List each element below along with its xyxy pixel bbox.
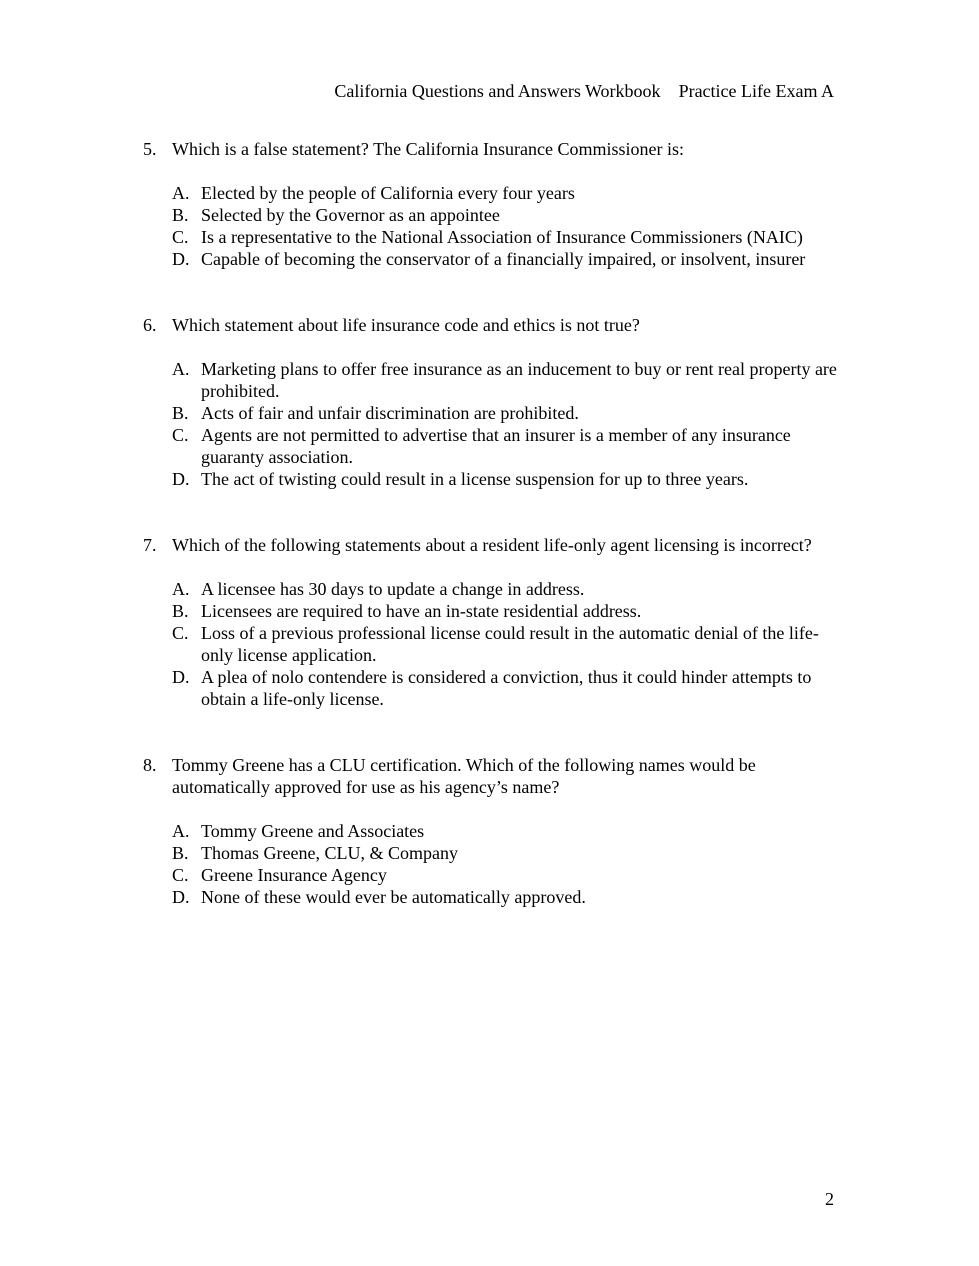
option-d — [172, 666, 843, 710]
question-number: 5. — [143, 139, 157, 159]
option-text: Elected by the people of California every four years — [201, 183, 575, 203]
option-c — [172, 424, 843, 468]
answer-options — [143, 182, 843, 270]
option-d — [172, 468, 843, 490]
answer-options — [143, 820, 843, 908]
option-text: Capable of becoming the conservator of a financially impaired, or insolvent, insurer — [201, 249, 806, 269]
option-c — [172, 622, 843, 666]
option-text: Tommy Greene and Associates — [201, 821, 425, 841]
option-b — [172, 600, 843, 622]
option-text: The act of twisting could result in a license suspension for up to three years. — [201, 469, 749, 489]
option-text: Agents are not permitted to advertise that an insurer is a member of any insurance guaranty association. — [201, 425, 791, 467]
option-letter: C. — [172, 425, 189, 445]
question-stem — [143, 754, 843, 798]
option-letter: C. — [172, 865, 189, 885]
option-d — [172, 248, 843, 270]
option-text: A plea of nolo contendere is considered a conviction, thus it could hinder attempts to obtain a life-only license. — [201, 667, 812, 709]
option-c — [172, 226, 843, 248]
option-c — [172, 864, 843, 886]
question-number: 8. — [143, 755, 157, 775]
option-letter: C. — [172, 227, 189, 247]
answer-options — [143, 578, 843, 710]
option-text: Loss of a previous professional license could result in the automatic denial of the life-only license application. — [201, 623, 819, 665]
option-a — [172, 358, 843, 402]
option-text: Marketing plans to offer free insurance as an inducement to buy or rent real property are prohibited. — [201, 359, 837, 401]
question-stem — [143, 314, 843, 336]
option-text: Selected by the Governor as an appointee — [201, 205, 500, 225]
option-text: Acts of fair and unfair discrimination are prohibited. — [201, 403, 579, 423]
exam-title: Practice Life Exam A — [678, 81, 834, 101]
option-b — [172, 204, 843, 226]
question-7 — [143, 534, 843, 710]
option-text: Thomas Greene, CLU, & Company — [201, 843, 458, 863]
question-stem — [143, 534, 843, 556]
question-stem — [143, 138, 843, 160]
page-number: 2 — [825, 1189, 834, 1209]
option-letter: D. — [172, 249, 190, 269]
option-letter: B. — [172, 601, 189, 621]
option-letter: A. — [172, 183, 190, 203]
question-list — [143, 138, 843, 952]
option-d — [172, 886, 843, 908]
option-a — [172, 578, 843, 600]
option-letter: B. — [172, 843, 189, 863]
option-text: A licensee has 30 days to update a change in address. — [201, 579, 585, 599]
question-number: 7. — [143, 535, 157, 555]
answer-options — [143, 358, 843, 490]
question-number: 6. — [143, 315, 157, 335]
question-text: Which is a false statement? The California Insurance Commissioner is: — [172, 139, 685, 159]
option-letter: D. — [172, 469, 190, 489]
workbook-title: California Questions and Answers Workbook — [334, 81, 661, 101]
option-letter: D. — [172, 667, 190, 687]
option-a — [172, 820, 843, 842]
option-letter: D. — [172, 887, 190, 907]
question-text: Tommy Greene has a CLU certification. Which of the following names would be automatically approved for use as his agency’s name? — [172, 755, 756, 797]
option-text: None of these would ever be automatically approved. — [201, 887, 586, 907]
option-letter: B. — [172, 205, 189, 225]
option-letter: C. — [172, 623, 189, 643]
question-6 — [143, 314, 843, 490]
option-letter: A. — [172, 579, 190, 599]
option-a — [172, 182, 843, 204]
option-text: Licensees are required to have an in-state residential address. — [201, 601, 642, 621]
option-letter: B. — [172, 403, 189, 423]
option-b — [172, 402, 843, 424]
option-text: Greene Insurance Agency — [201, 865, 387, 885]
question-8 — [143, 754, 843, 908]
option-letter: A. — [172, 359, 190, 379]
option-text: Is a representative to the National Association of Insurance Commissioners (NAIC) — [201, 227, 803, 247]
page-header — [325, 58, 834, 102]
option-b — [172, 842, 843, 864]
question-5 — [143, 138, 843, 270]
question-text: Which of the following statements about a resident life-only agent licensing is incorrect? — [172, 535, 812, 555]
question-text: Which statement about life insurance code and ethics is not true? — [172, 315, 640, 335]
option-letter: A. — [172, 821, 190, 841]
